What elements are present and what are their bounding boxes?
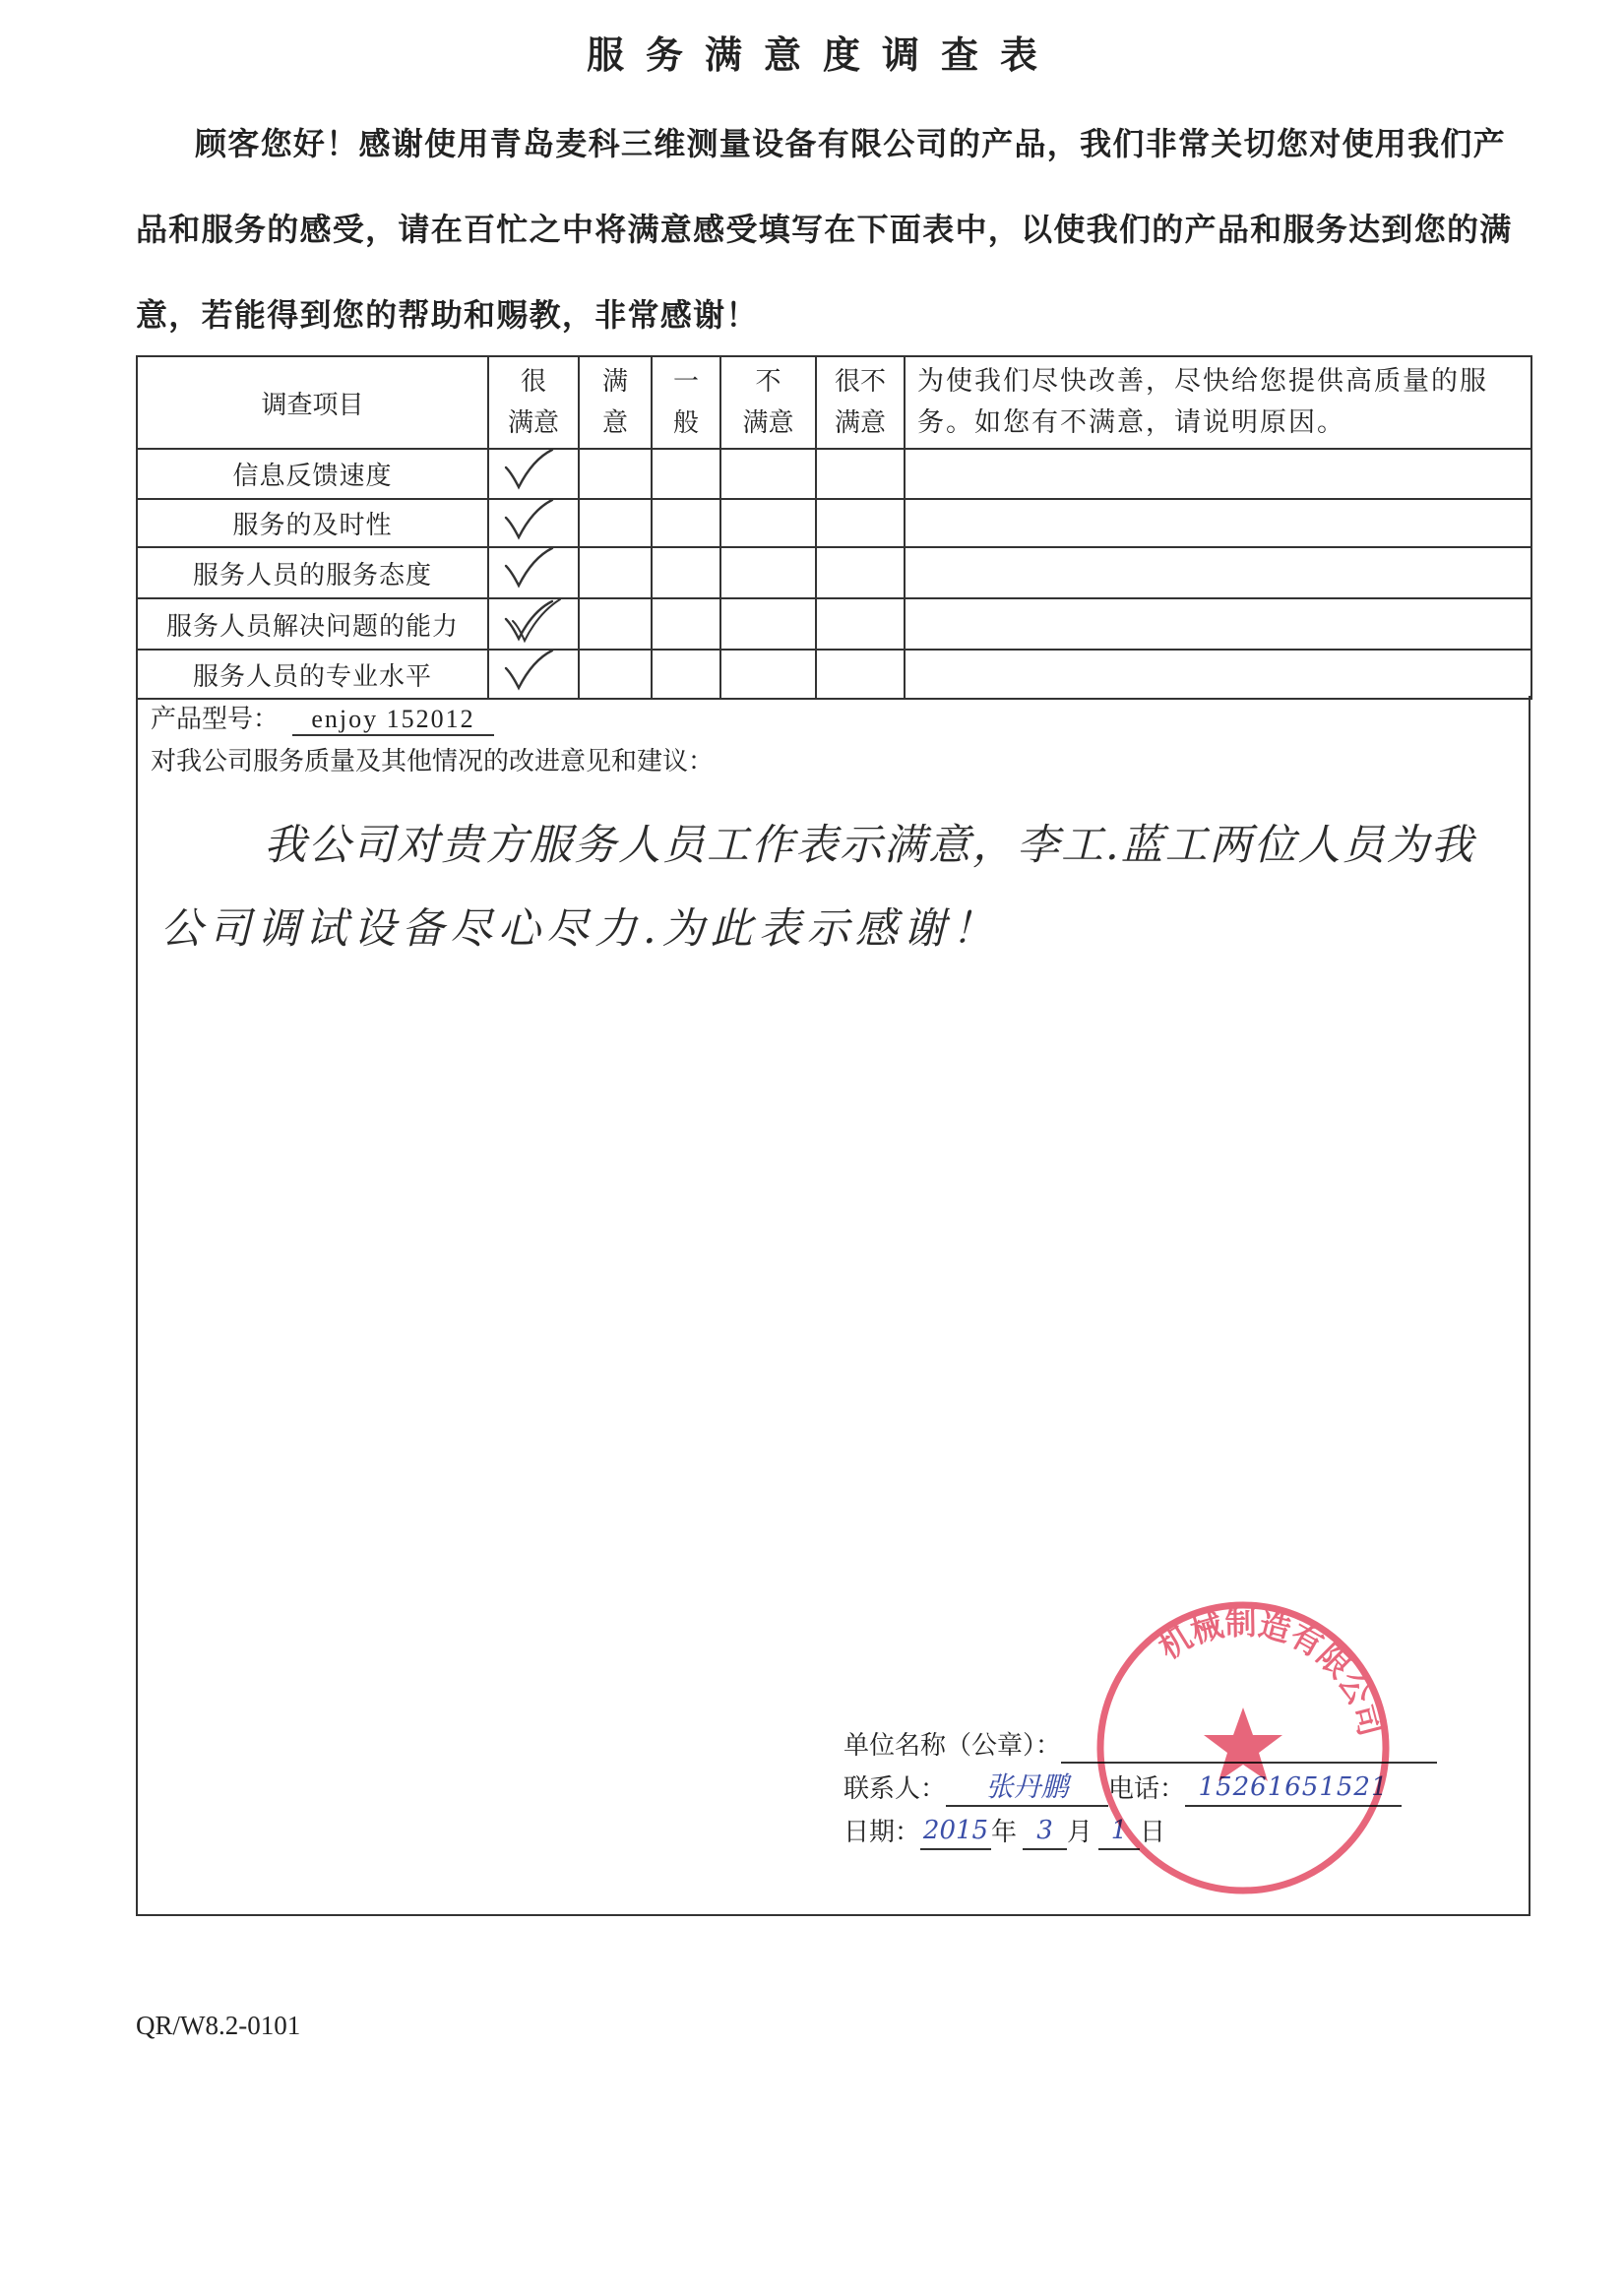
header-average [652, 356, 720, 449]
rating-cell [816, 449, 905, 499]
comment-cell [905, 650, 1531, 699]
rating-cell [816, 547, 905, 598]
rating-cell [652, 449, 720, 499]
rating-cell [720, 499, 816, 547]
survey-item-label: 服务人员的服务态度 [137, 547, 488, 598]
header-text: 般 [672, 408, 699, 438]
suggestion-label: 对我公司服务质量及其他情况的改进意见和建议： [151, 747, 715, 776]
comment-cell [905, 499, 1531, 547]
rating-cell [488, 499, 579, 547]
table-row [137, 598, 1531, 650]
date-year-unit: 年 [991, 1818, 1018, 1847]
contact-label: 联系人： [843, 1774, 947, 1804]
survey-item-label: 信息反馈速度 [137, 449, 488, 499]
survey-item-label: 服务人员的专业水平 [137, 650, 488, 699]
rating-cell [488, 449, 579, 499]
rating-cell [488, 598, 579, 650]
checkmark-icon [503, 498, 554, 541]
rating-cell [720, 650, 816, 699]
comment-cell [905, 598, 1531, 650]
document-code: QR/W8.2-0101 [136, 2011, 301, 2040]
table-row [137, 547, 1531, 598]
header-satisfied [579, 356, 652, 449]
date-year: 2015 [920, 1813, 991, 1850]
phone-label: 电话： [1108, 1774, 1186, 1804]
rating-cell [816, 650, 905, 699]
date-label: 日期： [843, 1818, 921, 1847]
date-month-unit: 月 [1067, 1818, 1093, 1847]
handwritten-comment-line-1: 我公司对贵方服务人员工作表示满意，李工.蓝工两位人员为我 [264, 821, 1475, 870]
header-unsatisfied [720, 356, 816, 449]
table-row [137, 650, 1531, 699]
table-row [137, 449, 1531, 499]
form-title: 服务满意度调查表 [586, 33, 1059, 77]
header-text: 满 [601, 367, 628, 397]
rating-cell [720, 449, 816, 499]
rating-cell [816, 598, 905, 650]
header-text: 满意 [507, 408, 559, 438]
seal-star-icon [1204, 1707, 1282, 1781]
header-survey-item: 调查项目 [137, 356, 488, 449]
header-text: 满意 [834, 408, 886, 438]
seal-text [1153, 1604, 1390, 1740]
rating-cell [720, 598, 816, 650]
rating-cell [652, 598, 720, 650]
product-model-row [151, 703, 494, 736]
rating-cell [816, 499, 905, 547]
header-text: 不 [755, 367, 781, 397]
header-very-satisfied [488, 356, 579, 449]
rating-cell [579, 598, 652, 650]
date-day: 1 [1098, 1813, 1140, 1850]
date-month: 3 [1023, 1813, 1067, 1850]
phone-value: 15261651521 [1185, 1769, 1402, 1807]
intro-paragraph [136, 101, 1533, 358]
company-seal-stamp [1093, 1597, 1394, 1898]
header-text: 很不 [834, 367, 886, 397]
rating-cell [579, 650, 652, 699]
table-row [137, 499, 1531, 547]
product-model-value: enjoy 152012 [292, 705, 494, 736]
table-header-row [137, 356, 1531, 449]
header-text: 满意 [742, 408, 794, 438]
header-very-unsatisfied [816, 356, 905, 449]
survey-item-label: 服务人员解决问题的能力 [137, 598, 488, 650]
rating-cell [720, 547, 816, 598]
header-text: 很 [520, 367, 546, 397]
checkmark-icon [503, 546, 554, 590]
intro-line-1: 顾客您好！感谢使用青岛麦科三维测量设备有限公司的产品，我们非常关切您对使用我们产 [195, 125, 1507, 162]
seal-text-path: 机械制造有限公司 [1152, 1604, 1391, 1741]
rating-cell [488, 547, 579, 598]
rating-cell [652, 650, 720, 699]
product-model-label: 产品型号： [151, 705, 280, 734]
intro-line-3: 意，若能得到您的帮助和赐教，非常感谢！ [136, 296, 759, 334]
rating-cell [652, 547, 720, 598]
comment-cell [905, 547, 1531, 598]
handwritten-comment-line-2: 公司调试设备尽心尽力.为此表示感谢！ [160, 904, 1000, 954]
header-text: 一 [672, 367, 699, 397]
checkmark-icon [503, 649, 554, 692]
survey-table [136, 355, 1532, 700]
checkmark-icon [503, 597, 562, 645]
checkmark-icon [503, 448, 554, 491]
unit-name-label: 单位名称（公章）： [843, 1731, 1062, 1761]
comment-cell [905, 449, 1531, 499]
rating-cell [488, 650, 579, 699]
header-comment: 为使我们尽快改善，尽快给您提供高质量的服务。如您有不满意，请说明原因。 [905, 356, 1531, 449]
survey-item-label: 服务的及时性 [137, 499, 488, 547]
header-text: 意 [601, 408, 628, 438]
intro-line-2: 品和服务的感受，请在百忙之中将满意感受填写在下面表中，以使我们的产品和服务达到您的满 [136, 211, 1513, 248]
rating-cell [579, 449, 652, 499]
date-day-unit: 日 [1140, 1818, 1166, 1847]
contact-name-signature: 张丹鹏 [946, 1769, 1108, 1807]
rating-cell [579, 499, 652, 547]
rating-cell [652, 499, 720, 547]
rating-cell [579, 547, 652, 598]
